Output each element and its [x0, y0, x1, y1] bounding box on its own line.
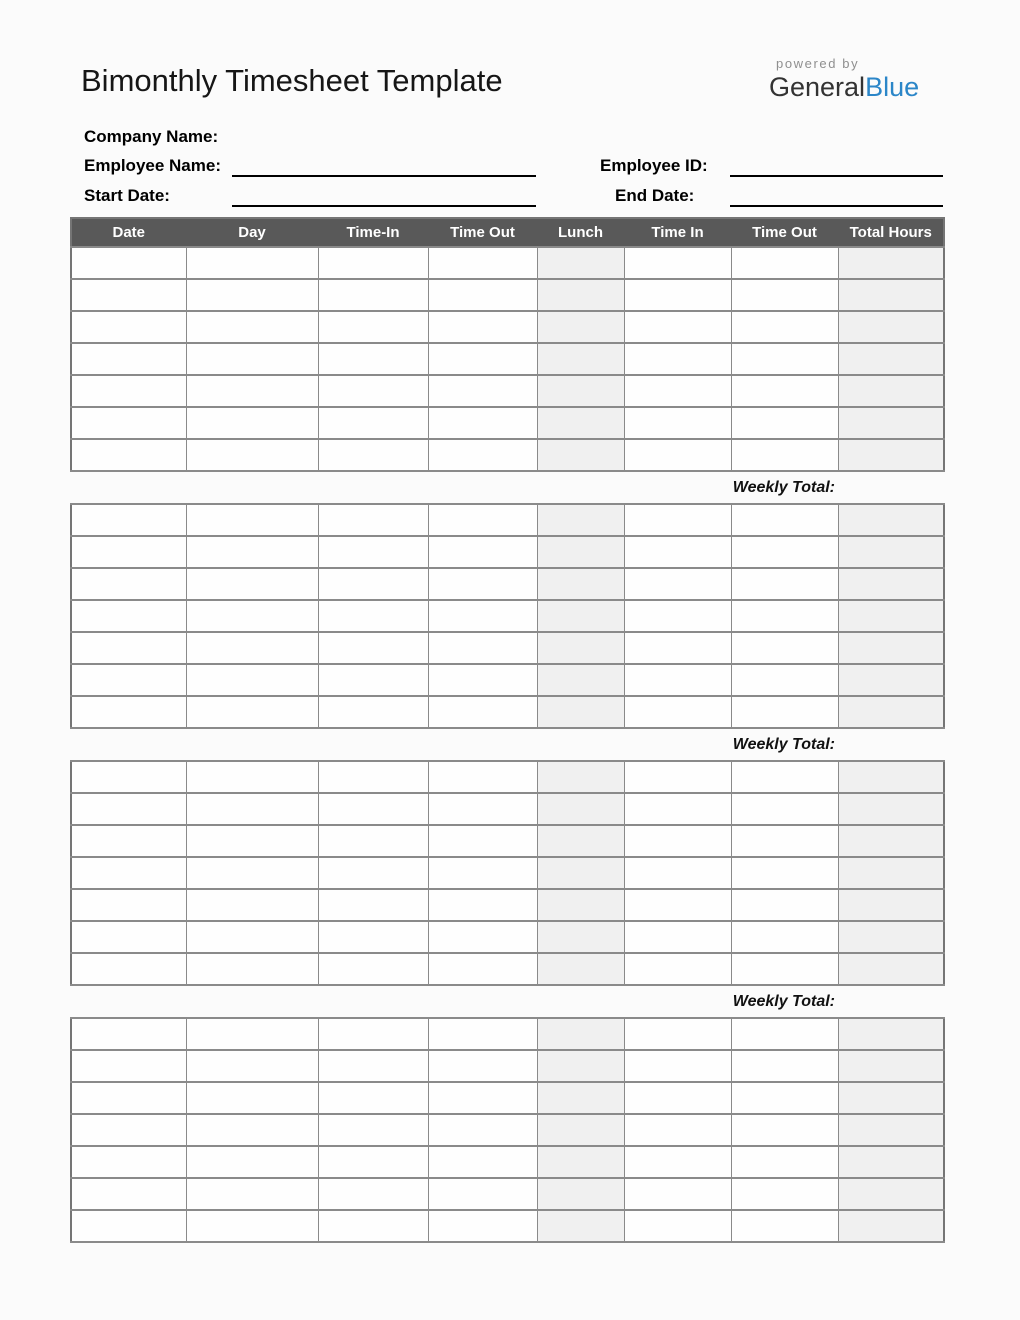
timesheet-cell	[428, 1050, 537, 1082]
timesheet-row	[71, 825, 944, 857]
timesheet-cell	[186, 343, 318, 375]
timesheet-cell	[624, 761, 731, 793]
timesheet-cell	[537, 1146, 624, 1178]
timesheet-cell	[731, 439, 838, 471]
brand-blue-text: Blue	[865, 72, 920, 103]
timesheet-section-4	[70, 1017, 945, 1243]
timesheet-cell	[71, 600, 186, 632]
weekly-total-row	[70, 986, 943, 1017]
company-name-label: Company Name:	[84, 127, 219, 146]
timesheet-cell	[537, 311, 624, 343]
timesheet-cell	[624, 536, 731, 568]
timesheet-row	[71, 504, 944, 536]
timesheet-cell	[624, 664, 731, 696]
timesheet-row	[71, 1210, 944, 1242]
timesheet-cell	[838, 568, 944, 600]
timesheet-cell	[318, 1146, 428, 1178]
timesheet-cell	[624, 921, 731, 953]
timesheet-row	[71, 439, 944, 471]
timesheet-cell	[537, 857, 624, 889]
timesheet-cell	[71, 311, 186, 343]
timesheet-cell	[731, 311, 838, 343]
timesheet-row	[71, 696, 944, 728]
timesheet-cell	[838, 375, 944, 407]
timesheet-cell	[838, 311, 944, 343]
timesheet-cell	[318, 664, 428, 696]
timesheet-cell	[838, 536, 944, 568]
timesheet-cell	[71, 1210, 186, 1242]
timesheet-cell	[71, 921, 186, 953]
timesheet-cell	[624, 857, 731, 889]
weekly-total-label: Weekly Total:	[732, 992, 835, 1010]
timesheet-cell	[537, 761, 624, 793]
timesheet-cell	[186, 536, 318, 568]
timesheet-cell	[838, 761, 944, 793]
timesheet-cell	[731, 1114, 838, 1146]
timesheet-cell	[731, 696, 838, 728]
timesheet-cell	[186, 375, 318, 407]
timesheet-cell	[71, 375, 186, 407]
column-header-time-out: Time Out	[428, 218, 537, 247]
timesheet-cell	[428, 600, 537, 632]
timesheet-cell	[838, 889, 944, 921]
timesheet-cell	[186, 1210, 318, 1242]
timesheet-cell	[731, 247, 838, 279]
timesheet-cell	[428, 632, 537, 664]
timesheet-cell	[731, 1050, 838, 1082]
timesheet-row	[71, 1146, 944, 1178]
timesheet-cell	[318, 279, 428, 311]
timesheet-cell	[838, 1050, 944, 1082]
timesheet-cell	[71, 343, 186, 375]
timesheet-row	[71, 247, 944, 279]
timesheet-cell	[537, 536, 624, 568]
timesheet-cell	[318, 1114, 428, 1146]
timesheet-cell	[186, 825, 318, 857]
timesheet-cell	[537, 407, 624, 439]
timesheet-cell	[731, 825, 838, 857]
timesheet-cell	[537, 1018, 624, 1050]
start-date-underline	[232, 205, 536, 207]
timesheet-cell	[537, 568, 624, 600]
column-header-day: Day	[186, 218, 318, 247]
timesheet-cell	[428, 825, 537, 857]
timesheet-cell	[318, 889, 428, 921]
column-header-date: Date	[71, 218, 186, 247]
timesheet-row	[71, 311, 944, 343]
timesheet-row	[71, 1178, 944, 1210]
timesheet-row	[71, 343, 944, 375]
weekly-total-label: Weekly Total:	[732, 735, 835, 753]
header-row	[71, 218, 944, 247]
timesheet-cell	[71, 632, 186, 664]
timesheet-cell	[537, 696, 624, 728]
timesheet-cell	[71, 793, 186, 825]
timesheet-cell	[428, 407, 537, 439]
timesheet-cell	[186, 664, 318, 696]
timesheet-cell	[186, 568, 318, 600]
timesheet-cell	[838, 439, 944, 471]
page-title: Bimonthly Timesheet Template	[81, 63, 503, 98]
timesheet-cell	[428, 568, 537, 600]
timesheet-cell	[71, 889, 186, 921]
timesheet-cell	[186, 793, 318, 825]
timesheet-row	[71, 600, 944, 632]
timesheet-row	[71, 857, 944, 889]
timesheet-cell	[537, 1050, 624, 1082]
weekly-total-row	[70, 472, 943, 503]
timesheet-cell	[71, 696, 186, 728]
timesheet-cell	[71, 664, 186, 696]
timesheet-cell	[731, 1178, 838, 1210]
employee-name-label: Employee Name:	[84, 156, 221, 175]
timesheet-cell	[71, 279, 186, 311]
brand-name	[769, 73, 919, 103]
timesheet-cell	[624, 825, 731, 857]
timesheet-cell	[624, 793, 731, 825]
timesheet-cell	[838, 1178, 944, 1210]
timesheet-cell	[838, 696, 944, 728]
timesheet-cell	[71, 953, 186, 985]
timesheet-cell	[318, 825, 428, 857]
timesheet-cell	[624, 439, 731, 471]
timesheet-cell	[318, 921, 428, 953]
timesheet-row	[71, 664, 944, 696]
timesheet-cell	[537, 247, 624, 279]
timesheet-cell	[186, 407, 318, 439]
timesheet-cell	[537, 439, 624, 471]
employee-id-label: Employee ID:	[600, 156, 708, 175]
timesheet-cell	[428, 793, 537, 825]
timesheet-cell	[838, 1114, 944, 1146]
timesheet-cell	[186, 761, 318, 793]
column-header-time-out: Time Out	[731, 218, 838, 247]
timesheet-cell	[838, 600, 944, 632]
timesheet-cell	[71, 761, 186, 793]
timesheet-cell	[318, 247, 428, 279]
timesheet-cell	[731, 375, 838, 407]
timesheet-cell	[731, 632, 838, 664]
timesheet-cell	[71, 825, 186, 857]
timesheet-cell	[428, 1018, 537, 1050]
timesheet-cell	[428, 375, 537, 407]
timesheet-cell	[731, 953, 838, 985]
timesheet-row	[71, 407, 944, 439]
timesheet-cell	[428, 664, 537, 696]
timesheet-cell	[537, 279, 624, 311]
timesheet-cell	[318, 696, 428, 728]
timesheet-cell	[624, 1146, 731, 1178]
timesheet-cell	[731, 664, 838, 696]
timesheet-cell	[838, 1146, 944, 1178]
timesheet-cell	[428, 889, 537, 921]
timesheet-cell	[71, 568, 186, 600]
timesheet-cell	[537, 921, 624, 953]
timesheet-cell	[838, 247, 944, 279]
timesheet-cell	[624, 247, 731, 279]
timesheet-row	[71, 279, 944, 311]
timesheet-cell	[318, 439, 428, 471]
timesheet-cell	[428, 343, 537, 375]
timesheet-row	[71, 921, 944, 953]
timesheet-cell	[838, 825, 944, 857]
timesheet-cell	[624, 279, 731, 311]
timesheet-cell	[537, 825, 624, 857]
timesheet-cell	[731, 761, 838, 793]
timesheet-cell	[428, 1210, 537, 1242]
timesheet-cell	[318, 1210, 428, 1242]
timesheet-cell	[318, 311, 428, 343]
timesheet-cell	[318, 953, 428, 985]
timesheet-cell	[318, 761, 428, 793]
brand-logo	[769, 57, 919, 103]
timesheet-cell	[731, 536, 838, 568]
timesheet-cell	[537, 343, 624, 375]
timesheet-cell	[731, 1210, 838, 1242]
timesheet-cell	[624, 1114, 731, 1146]
timesheet-cell	[71, 407, 186, 439]
timesheet-cell	[537, 1114, 624, 1146]
timesheet-cell	[428, 439, 537, 471]
timesheet-row	[71, 375, 944, 407]
timesheet-row	[71, 1050, 944, 1082]
timesheet-cell	[838, 632, 944, 664]
timesheet-cell	[838, 921, 944, 953]
timesheet-cell	[428, 1178, 537, 1210]
timesheet-cell	[186, 953, 318, 985]
timesheet-cell	[186, 504, 318, 536]
timesheet-cell	[318, 375, 428, 407]
timesheet-cell	[186, 1178, 318, 1210]
timesheet-cell	[186, 1018, 318, 1050]
timesheet-cell	[624, 1210, 731, 1242]
timesheet-cell	[428, 536, 537, 568]
timesheet-cell	[624, 1018, 731, 1050]
timesheet-cell	[537, 889, 624, 921]
timesheet-section-2	[70, 503, 945, 729]
timesheet-cell	[318, 1082, 428, 1114]
timesheet-cell	[428, 921, 537, 953]
timesheet-cell	[731, 889, 838, 921]
timesheet-cell	[71, 1146, 186, 1178]
timesheet-cell	[186, 889, 318, 921]
timesheet-cell	[71, 857, 186, 889]
timesheet-cell	[71, 504, 186, 536]
timesheet-row	[71, 632, 944, 664]
timesheet-cell	[731, 793, 838, 825]
timesheet-cell	[624, 311, 731, 343]
timesheet-cell	[186, 600, 318, 632]
employee-name-underline	[232, 175, 536, 177]
timesheet-cell	[537, 953, 624, 985]
timesheet-cell	[838, 1210, 944, 1242]
timesheet-cell	[71, 1050, 186, 1082]
timesheet-cell	[624, 1082, 731, 1114]
timesheet-cell	[428, 247, 537, 279]
timesheet-cell	[624, 568, 731, 600]
timesheet-cell	[624, 375, 731, 407]
timesheet-cell	[731, 279, 838, 311]
timesheet-cell	[838, 857, 944, 889]
column-header-time-in: Time In	[624, 218, 731, 247]
timesheet-cell	[537, 793, 624, 825]
end-date-label: End Date:	[615, 186, 695, 205]
timesheet-cell	[624, 504, 731, 536]
timesheet-cell	[186, 696, 318, 728]
timesheet-cell	[624, 889, 731, 921]
timesheet-cell	[731, 568, 838, 600]
timesheet-row	[71, 568, 944, 600]
timesheet-cell	[537, 632, 624, 664]
timesheet-cell	[731, 504, 838, 536]
timesheet-cell	[731, 407, 838, 439]
timesheet-cell	[318, 857, 428, 889]
timesheet-cell	[186, 857, 318, 889]
timesheet-cell	[624, 696, 731, 728]
timesheet-row	[71, 1082, 944, 1114]
timesheet-cell	[318, 568, 428, 600]
timesheet-row	[71, 1018, 944, 1050]
timesheet-cell	[318, 1018, 428, 1050]
timesheet-cell	[624, 600, 731, 632]
timesheet-cell	[71, 1114, 186, 1146]
timesheet-cell	[537, 1178, 624, 1210]
timesheet-cell	[624, 407, 731, 439]
weekly-total-row	[70, 729, 943, 760]
timesheet-cell	[428, 761, 537, 793]
timesheet-cell	[318, 600, 428, 632]
timesheet-cell	[731, 600, 838, 632]
timesheet-cell	[318, 793, 428, 825]
timesheet-cell	[428, 1114, 537, 1146]
timesheet-cell	[186, 439, 318, 471]
timesheet-cell	[71, 1178, 186, 1210]
timesheet-cell	[537, 1210, 624, 1242]
timesheet-cell	[318, 1178, 428, 1210]
timesheet-cell	[71, 1082, 186, 1114]
timesheet-cell	[71, 536, 186, 568]
timesheet-cell	[731, 921, 838, 953]
timesheet-cell	[838, 504, 944, 536]
timesheet-cell	[731, 1082, 838, 1114]
timesheet-cell	[838, 953, 944, 985]
start-date-label: Start Date:	[84, 186, 170, 205]
timesheet-cell	[71, 439, 186, 471]
timesheet-cell	[731, 1146, 838, 1178]
timesheet-row	[71, 761, 944, 793]
timesheet-section-3	[70, 760, 945, 986]
timesheet-cell	[838, 279, 944, 311]
timesheet-cell	[428, 1082, 537, 1114]
timesheet-row	[71, 953, 944, 985]
timesheet-cell	[186, 632, 318, 664]
timesheet-body	[70, 217, 943, 1243]
timesheet-cell	[624, 632, 731, 664]
timesheet-cell	[624, 1178, 731, 1210]
timesheet-cell	[428, 857, 537, 889]
timesheet-row	[71, 793, 944, 825]
timesheet-cell	[838, 1018, 944, 1050]
timesheet-row	[71, 889, 944, 921]
weekly-total-label: Weekly Total:	[732, 478, 835, 496]
timesheet-cell	[838, 407, 944, 439]
timesheet-cell	[731, 857, 838, 889]
timesheet-cell	[428, 953, 537, 985]
timesheet-cell	[731, 1018, 838, 1050]
timesheet-cell	[731, 343, 838, 375]
timesheet-cell	[318, 504, 428, 536]
timesheet-cell	[624, 953, 731, 985]
timesheet-cell	[186, 1114, 318, 1146]
column-header-time-in: Time-In	[318, 218, 428, 247]
timesheet-cell	[537, 375, 624, 407]
timesheet-cell	[318, 536, 428, 568]
timesheet-cell	[186, 921, 318, 953]
timesheet-cell	[186, 247, 318, 279]
column-header-total-hours: Total Hours	[838, 218, 944, 247]
brand-general-text: General	[769, 72, 866, 103]
timesheet-cell	[537, 600, 624, 632]
timesheet-cell	[318, 343, 428, 375]
timesheet-cell	[838, 664, 944, 696]
timesheet-cell	[838, 793, 944, 825]
end-date-underline	[730, 205, 943, 207]
timesheet-row	[71, 536, 944, 568]
column-header-lunch: Lunch	[537, 218, 624, 247]
timesheet-cell	[428, 311, 537, 343]
powered-by-text: powered by	[776, 56, 860, 71]
timesheet-cell	[838, 343, 944, 375]
timesheet-cell	[624, 343, 731, 375]
timesheet-cell	[428, 504, 537, 536]
timesheet-cell	[186, 1050, 318, 1082]
timesheet-row	[71, 1114, 944, 1146]
timesheet-cell	[318, 407, 428, 439]
timesheet-cell	[537, 504, 624, 536]
timesheet-cell	[428, 1146, 537, 1178]
timesheet-cell	[624, 1050, 731, 1082]
timesheet-cell	[186, 279, 318, 311]
timesheet-cell	[71, 247, 186, 279]
timesheet-cell	[838, 1082, 944, 1114]
timesheet-cell	[428, 696, 537, 728]
timesheet-cell	[318, 1050, 428, 1082]
timesheet-cell	[318, 632, 428, 664]
timesheet-cell	[428, 279, 537, 311]
timesheet-cell	[71, 1018, 186, 1050]
timesheet-cell	[186, 1082, 318, 1114]
timesheet-cell	[186, 311, 318, 343]
timesheet-cell	[186, 1146, 318, 1178]
timesheet-cell	[537, 1082, 624, 1114]
employee-id-underline	[730, 175, 943, 177]
timesheet-cell	[537, 664, 624, 696]
timesheet-section-1	[70, 217, 945, 472]
